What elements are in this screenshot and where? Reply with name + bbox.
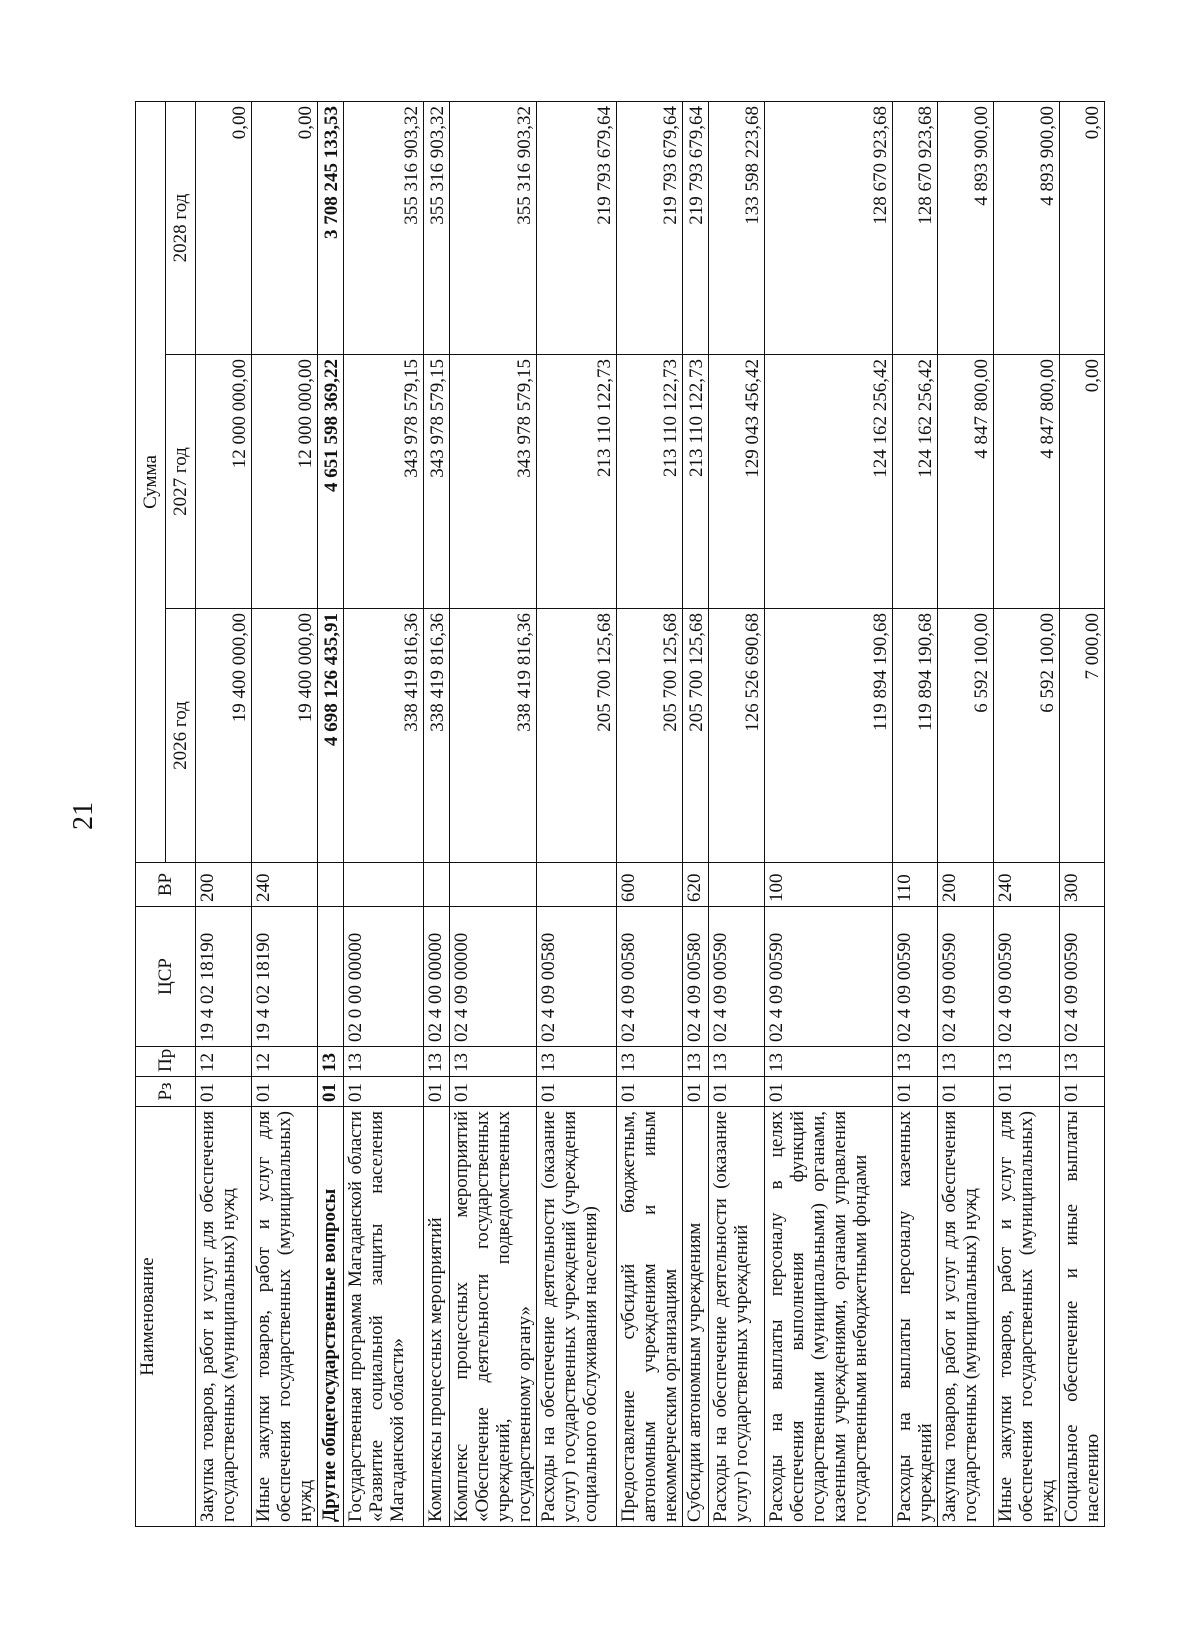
row-2026: 126 526 690,68 [709, 609, 765, 863]
row-2027: 343 978 579,15 [344, 355, 424, 609]
row-vr: 600 [617, 863, 683, 907]
header-csr: ЦСР [136, 907, 196, 1047]
row-name: Предоставление субсидий бюджетным, автономным учреждениям и иным некоммерческим организациям [617, 1107, 683, 1527]
row-2027: 343 978 579,15 [424, 355, 450, 609]
header-2026: 2026 год [166, 609, 196, 863]
row-vr: 240 [994, 863, 1060, 907]
row-csr: 02 4 09 00590 [765, 907, 893, 1047]
row-2027: 4 651 598 369,22 [318, 355, 344, 609]
row-2028: 128 670 923,68 [765, 102, 893, 355]
row-2027: 124 162 256,42 [765, 355, 893, 609]
row-2026: 338 419 816,36 [424, 609, 450, 863]
table-row [709, 102, 765, 1527]
table-row [994, 102, 1060, 1527]
row-2026: 205 700 125,68 [617, 609, 683, 863]
table-row [450, 102, 537, 1527]
row-pr: 13 [318, 1047, 344, 1077]
header-rz: Рз [136, 1077, 196, 1107]
budget-table [135, 101, 1105, 1527]
row-csr [318, 907, 344, 1047]
table-row [318, 102, 344, 1527]
row-rz: 01 [893, 1077, 938, 1107]
rotated-table-container [135, 102, 1103, 1527]
row-vr: 620 [683, 863, 709, 907]
row-vr: 300 [1060, 863, 1105, 907]
row-csr: 02 4 00 00000 [424, 907, 450, 1047]
table-row [537, 102, 617, 1527]
row-pr: 12 [196, 1047, 252, 1077]
row-vr [537, 863, 617, 907]
table-row [683, 102, 709, 1527]
row-rz: 01 [1060, 1077, 1105, 1107]
row-pr: 13 [994, 1047, 1060, 1077]
row-csr: 02 4 09 00580 [617, 907, 683, 1047]
row-rz: 01 [765, 1077, 893, 1107]
row-pr: 13 [537, 1047, 617, 1077]
row-name: Государственная программа Магаданской области «Развитие социальной защиты населения Магаданской области» [344, 1107, 424, 1527]
row-pr: 13 [709, 1047, 765, 1077]
row-csr: 19 4 02 18190 [196, 907, 252, 1047]
row-name: Иные закупки товаров, работ и услуг для обеспечения государственных (муниципальных) нужд [994, 1107, 1060, 1527]
row-name: Другие общегосударственные вопросы [318, 1107, 344, 1527]
header-name: Наименование [136, 1107, 196, 1527]
row-rz: 01 [450, 1077, 537, 1107]
row-rz: 01 [994, 1077, 1060, 1107]
table-row [617, 102, 683, 1527]
row-pr: 13 [450, 1047, 537, 1077]
row-csr: 19 4 02 18190 [252, 907, 318, 1047]
row-vr [709, 863, 765, 907]
header-sum: Сумма [136, 102, 166, 863]
row-2028: 355 316 903,32 [424, 102, 450, 355]
row-2028: 0,00 [1060, 102, 1105, 355]
row-rz: 01 [424, 1077, 450, 1107]
table-body [196, 102, 1105, 1527]
row-2026: 7 000,00 [1060, 609, 1105, 863]
row-csr: 02 4 09 00590 [1060, 907, 1105, 1047]
row-name: Расходы на обеспечение деятельности (оказание услуг) государственных учреждений (учреждения социального обслуживания населения) [537, 1107, 617, 1527]
row-pr: 13 [893, 1047, 938, 1077]
row-name: Закупка товаров, работ и услуг для обеспечения государственных (муниципальных) нужд [196, 1107, 252, 1527]
row-csr: 02 4 09 00000 [450, 907, 537, 1047]
row-2028: 4 893 900,00 [938, 102, 994, 355]
row-csr: 02 4 09 00580 [537, 907, 617, 1047]
row-rz: 01 [683, 1077, 709, 1107]
row-2026: 205 700 125,68 [537, 609, 617, 863]
row-2028: 133 598 223,68 [709, 102, 765, 355]
row-2028: 3 708 245 133,53 [318, 102, 344, 355]
table-row [938, 102, 994, 1527]
row-2026: 205 700 125,68 [683, 609, 709, 863]
row-2027: 129 043 456,42 [709, 355, 765, 609]
row-pr: 13 [938, 1047, 994, 1077]
row-rz: 01 [196, 1077, 252, 1107]
row-2027: 124 162 256,42 [893, 355, 938, 609]
row-2028: 219 793 679,64 [683, 102, 709, 355]
row-vr: 240 [252, 863, 318, 907]
page-number: 21 [68, 802, 99, 830]
row-2027: 0,00 [1060, 355, 1105, 609]
row-2026: 19 400 000,00 [196, 609, 252, 863]
row-2027: 12 000 000,00 [196, 355, 252, 609]
header-pr: Пр [136, 1047, 196, 1077]
row-rz: 01 [318, 1077, 344, 1107]
row-rz: 01 [617, 1077, 683, 1107]
row-csr: 02 4 09 00590 [709, 907, 765, 1047]
row-2027: 343 978 579,15 [450, 355, 537, 609]
row-vr: 110 [893, 863, 938, 907]
row-2026: 338 419 816,36 [450, 609, 537, 863]
row-csr: 02 0 00 00000 [344, 907, 424, 1047]
row-pr: 13 [424, 1047, 450, 1077]
row-2026: 6 592 100,00 [938, 609, 994, 863]
row-2027: 4 847 800,00 [994, 355, 1060, 609]
row-2027: 213 110 122,73 [537, 355, 617, 609]
row-pr: 13 [344, 1047, 424, 1077]
row-pr: 13 [765, 1047, 893, 1077]
row-name: Субсидии автономным учреждениям [683, 1107, 709, 1527]
table-row [252, 102, 318, 1527]
row-pr: 12 [252, 1047, 318, 1077]
row-csr: 02 4 09 00580 [683, 907, 709, 1047]
row-2028: 355 316 903,32 [450, 102, 537, 355]
table-row [1060, 102, 1105, 1527]
row-2026: 338 419 816,36 [344, 609, 424, 863]
row-rz: 01 [252, 1077, 318, 1107]
row-vr [318, 863, 344, 907]
row-2026: 119 894 190,68 [765, 609, 893, 863]
row-name: Расходы на обеспечение деятельности (оказание услуг) государственных учреждений [709, 1107, 765, 1527]
row-pr: 13 [683, 1047, 709, 1077]
row-2028: 0,00 [196, 102, 252, 355]
row-name: Социальное обеспечение и иные выплаты населению [1060, 1107, 1105, 1527]
row-2027: 4 847 800,00 [938, 355, 994, 609]
row-2026: 4 698 126 435,91 [318, 609, 344, 863]
row-2028: 4 893 900,00 [994, 102, 1060, 355]
row-name: Комплексы процессных мероприятий [424, 1107, 450, 1527]
row-rz: 01 [537, 1077, 617, 1107]
row-2026: 6 592 100,00 [994, 609, 1060, 863]
row-2028: 355 316 903,32 [344, 102, 424, 355]
row-vr: 200 [196, 863, 252, 907]
row-2028: 219 793 679,64 [617, 102, 683, 355]
table-row [893, 102, 938, 1527]
row-csr: 02 4 09 00590 [994, 907, 1060, 1047]
row-rz: 01 [938, 1077, 994, 1107]
row-2026: 19 400 000,00 [252, 609, 318, 863]
table-row [765, 102, 893, 1527]
table-row [196, 102, 252, 1527]
row-pr: 13 [1060, 1047, 1105, 1077]
row-2026: 119 894 190,68 [893, 609, 938, 863]
row-csr: 02 4 09 00590 [893, 907, 938, 1047]
row-name: Расходы на выплаты персоналу в целях обеспечения выполнения функций государственными (муниципальными) органами, казенными учреждениями, органами управления государственными внебюджетными фондами [765, 1107, 893, 1527]
table-row [344, 102, 424, 1527]
row-vr: 200 [938, 863, 994, 907]
row-pr: 13 [617, 1047, 683, 1077]
header-2027: 2027 год [166, 355, 196, 609]
row-name: Расходы на выплаты персоналу казенных учреждений [893, 1107, 938, 1527]
row-name: Комплекс процессных мероприятий «Обеспечение деятельности государственных учреждений, подведомственных государственному органу» [450, 1107, 537, 1527]
row-rz: 01 [344, 1077, 424, 1107]
row-name: Закупка товаров, работ и услуг для обеспечения государственных (муниципальных) нужд [938, 1107, 994, 1527]
row-rz: 01 [709, 1077, 765, 1107]
row-csr: 02 4 09 00590 [938, 907, 994, 1047]
row-2028: 128 670 923,68 [893, 102, 938, 355]
row-vr [424, 863, 450, 907]
header-2028: 2028 год [166, 102, 196, 355]
row-vr [344, 863, 424, 907]
row-2027: 213 110 122,73 [683, 355, 709, 609]
row-2027: 12 000 000,00 [252, 355, 318, 609]
row-name: Иные закупки товаров, работ и услуг для обеспечения государственных (муниципальных) нужд [252, 1107, 318, 1527]
row-vr [450, 863, 537, 907]
row-2028: 219 793 679,64 [537, 102, 617, 355]
header-vr: ВР [136, 863, 196, 907]
row-2027: 213 110 122,73 [617, 355, 683, 609]
row-vr: 100 [765, 863, 893, 907]
row-2028: 0,00 [252, 102, 318, 355]
table-row [424, 102, 450, 1527]
